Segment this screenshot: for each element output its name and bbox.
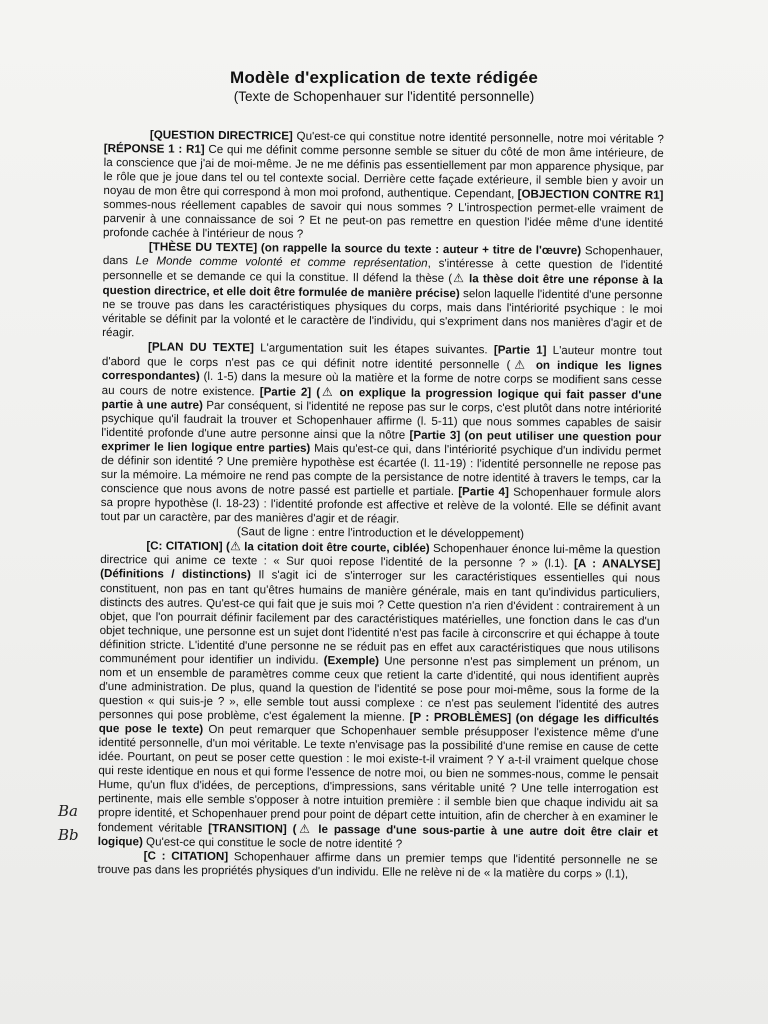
warning-icon: ⚠: [510, 357, 529, 372]
paragraph-introduction-question: [QUESTION DIRECTRICE] Qu'est-ce qui constitue notre identité personnelle, notre moi véritable ? [RÉPONSE 1 : R1] Ce qui me définit comme personne semble se situer du côté de mon âme intérieure, de la conscience que j'ai de moi-même. Je ne me définis pas essentiellement par mon apparence physique, par le rôle que je joue dans tel ou tel contexte social. Derrière cette façade extérieure, il semble bien y avoir un noyau de mon être qui correspond à mon moi profond, authentique. Cependant, [OBJECTION CONTRE R1] sommes-nous réellement capables de savoir qui nous sommes ? L'introspection permet-elle vraiment de parvenir à une connaissance de soi ? Et ne peut-on pas remettre en question l'idée même d'une identité profonde cachée à l'intérieur de nous ?: [103, 128, 664, 242]
warning-icon: ⚠: [296, 822, 313, 837]
paragraph-plan: [PLAN DU TEXTE] L'argumentation suit les étapes suivantes. [Partie 1] L'auteur montre tout d'abord que le corps n'est pas ce qui définit notre identité personnelle (⚠ on indique les lignes correspondantes) (l. 1-5) dans la mesure où la matière et la forme de notre corps se modifient sans cesse au cours de notre existence. [Partie 2] (⚠ on explique la progression logique qui fait passer d'une partie à une autre) Par conséquent, si l'identité ne repose pas sur le corps, c'est plutôt dans notre intériorité psychique qu'il faudrait la trouver et Schopenhauer affirme (l. 5-11) que nous sommes capables de saisir l'identité profonde d'une autre personne ainsi que la nôtre [Partie 3] (on peut utiliser une question pour exprimer le lien logique entre parties) Mais qu'est-ce qui, dans l'intériorité psychique d'un individu permet de définir son identité ? Une première hypothèse est écartée (l. 11-19) : l'identité personnelle ne repose pas sur la mémoire. La mémoire ne rend pas compte de la persistance de notre identité à travers le temps, car la conscience que nous avons de notre passé est partielle et partiale. [Partie 4] Schopenhauer formule alors sa propre hypothèse (l. 18-23) : l'identité profonde est affective et relève de la volonté. Elle se définit avant tout par un caractère, par des manières d'agir et de réagir.: [100, 340, 663, 526]
page-title: Modèle d'explication de texte rédigée: [229, 68, 539, 87]
warning-icon: ⚠: [320, 384, 335, 399]
page-subtitle: (Texte de Schopenhauer sur l'identité personnelle): [233, 89, 535, 104]
warning-icon: ⚠: [229, 539, 241, 554]
document-body: [97, 128, 664, 882]
margin-annotation: Ba: [58, 802, 78, 820]
paragraph-development-1: [C: CITATION] (⚠ la citation doit être courte, ciblée) Schopenhauer énonce lui-même la question directrice qui anime ce texte : « Sur quoi repose l'identité de la personne ? » (l.1). [A : ANALYSE] (Définitions / distinctions) Il s'agit ici de s'interroger sur les caractéristiques essentielles qui nous constituent, non pas en tant qu'êtres humains de manière générale, mais en tant qu'individus particuliers, distincts des autres. Qu'est-ce qui fait que je suis moi ? Cette question n'a rien d'évident : contrairement à un objet, que l'on pourrait définir facilement par des caractéristiques matérielles, une fonction dans le cas d'un objet technique, une personne est un sujet dont l'identité n'est pas facile à circonscrire et qui échappe à toute définition stricte. L'identité d'une personne ne se réduit pas en effet aux caractéristiques que nous utilisons communément pour identifier un individu. (Exemple) Une personne n'est pas simplement un prénom, un nom et un ensemble de paramètres comme ceux que retient la carte d'identité, qui nous identifient auprès d'une administration. De plus, quand la question de l'identité se pose pour moi-même, sous la forme de la question « qui suis-je ? », elle semble tout aussi complexe : ce n'est pas seulement l'identité des autres personnes qui pose problème, c'est également la mienne. [P : PROBLÈMES] (on dégage les difficultés que pose le texte) On peut remarquer que Schopenhauer semble présupposer l'existence même d'une identité personnelle, d'un moi véritable. Le texte n'envisage pas la possibilité d'une remise en cause de cette idée. Pourtant, on peut se poser cette question : le moi existe-t-il vraiment ? Y a-t-il vraiment quelque chose qui reste identique en nous et qui forme l'essence de notre moi, ou bien ne sommes-nous, comme le pensait Hume, qu'un flux d'idées, de perceptions, d'impressions, sans véritable unité ? Une telle interrogation est pertinente, mais elle semble s'opposer à notre intuition première : il semble bien que chaque individu ait sa propre identité, et Schopenhauer prend pour point de départ cette intuition, afin de chercher à en examiner le fondement véritable [TRANSITION] (⚠ le passage d'une sous-partie à une autre doit être clair et logique) Qu'est-ce qui constitue le socle de notre identité ?: [97, 539, 661, 851]
margin-annotation: Bb: [58, 826, 79, 844]
warning-icon: ⚠: [452, 271, 465, 286]
line-break-note: (Saut de ligne : entre l'introduction et le développement): [236, 525, 525, 541]
paragraph-thesis: [THÈSE DU TEXTE] (on rappelle la source du texte : auteur + titre de l'œuvre) Schopenhauer, dans Le Monde comme volonté et comme représentation, s'intéresse à cette question de l'identité personnelle et se demande ce qui la constitue. Il défend la thèse (⚠ la thèse doit être une réponse à la question directrice, et elle doit être formulée de manière précise) selon laquelle l'identité d'une personne ne se trouve pas dans les caractéristiques physiques du corps, mais dans l'intériorité psychique : le moi véritable se définit par la volonté et le caractère de l'individu, qui s'expriment dans nos manières d'agir et de réagir.: [102, 240, 663, 339]
paragraph-development-2: [C : CITATION] Schopenhauer affirme dans un premier temps que l'identité personnelle ne se trouve pas dans les propriétés physiques d'un individu. Elle ne relève ni de « la matière du corps » (l.1),: [97, 849, 658, 882]
